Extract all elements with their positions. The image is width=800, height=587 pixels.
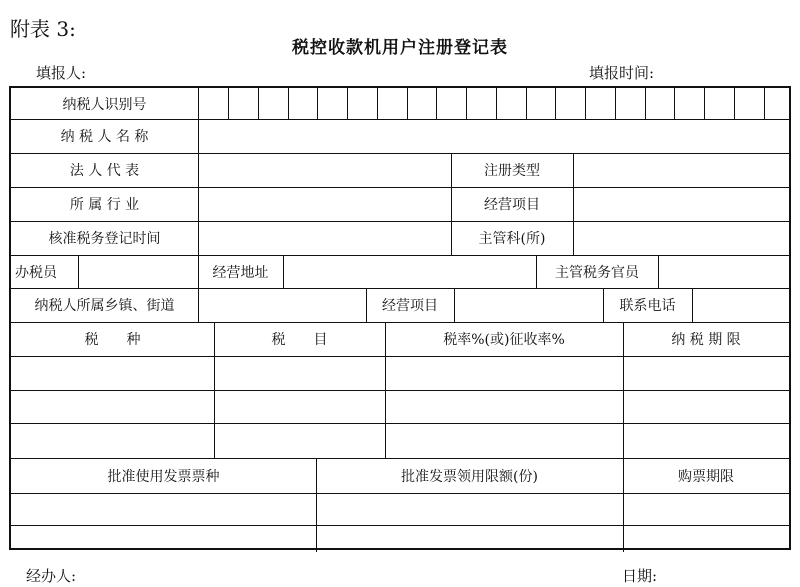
handler-label: 经办人: [26, 567, 77, 585]
tax-rate-header: 税率%(或)征收率% [443, 332, 565, 348]
registration-form-table [9, 86, 791, 550]
tax-type-header: 税 种 [84, 332, 141, 348]
tax-officer-label: 办税员 [15, 264, 57, 281]
date-label: 日期: [622, 567, 658, 585]
purchase-period-header: 购票期限 [678, 468, 734, 485]
township-label: 纳税人所属乡镇、街道 [34, 298, 175, 314]
filler-label: 填报人: [36, 64, 87, 82]
business-item-label: 经营项目 [484, 197, 540, 213]
taxpayer-id-label: 纳税人识别号 [62, 96, 147, 113]
form-title: 税控收款机用户注册登记表 [292, 38, 508, 58]
industry-label: 所 属 行 业 [69, 197, 140, 213]
invoice-type-header: 批准使用发票票种 [107, 468, 220, 485]
tax-item-header: 税 目 [271, 332, 328, 348]
taxpayer-name-label: 纳 税 人 名 称 [60, 129, 149, 145]
authority-label: 主管科(所) [478, 231, 546, 247]
appendix-label: 附表 3: [10, 17, 76, 41]
business-item2-label: 经营项目 [382, 298, 438, 314]
phone-label: 联系电话 [619, 298, 676, 314]
business-address-label: 经营地址 [212, 264, 269, 281]
tax-period-header: 纳 税 期 限 [671, 332, 741, 348]
fill-time-label: 填报时间: [589, 64, 655, 82]
legal-rep-label: 法 人 代 表 [69, 163, 140, 179]
reg-time-label: 核准税务登记时间 [48, 231, 161, 247]
invoice-limit-header: 批准发票领用限额(份) [401, 468, 538, 485]
reg-type-label: 注册类型 [484, 163, 540, 179]
chief-officer-label: 主管税务官员 [555, 264, 639, 281]
